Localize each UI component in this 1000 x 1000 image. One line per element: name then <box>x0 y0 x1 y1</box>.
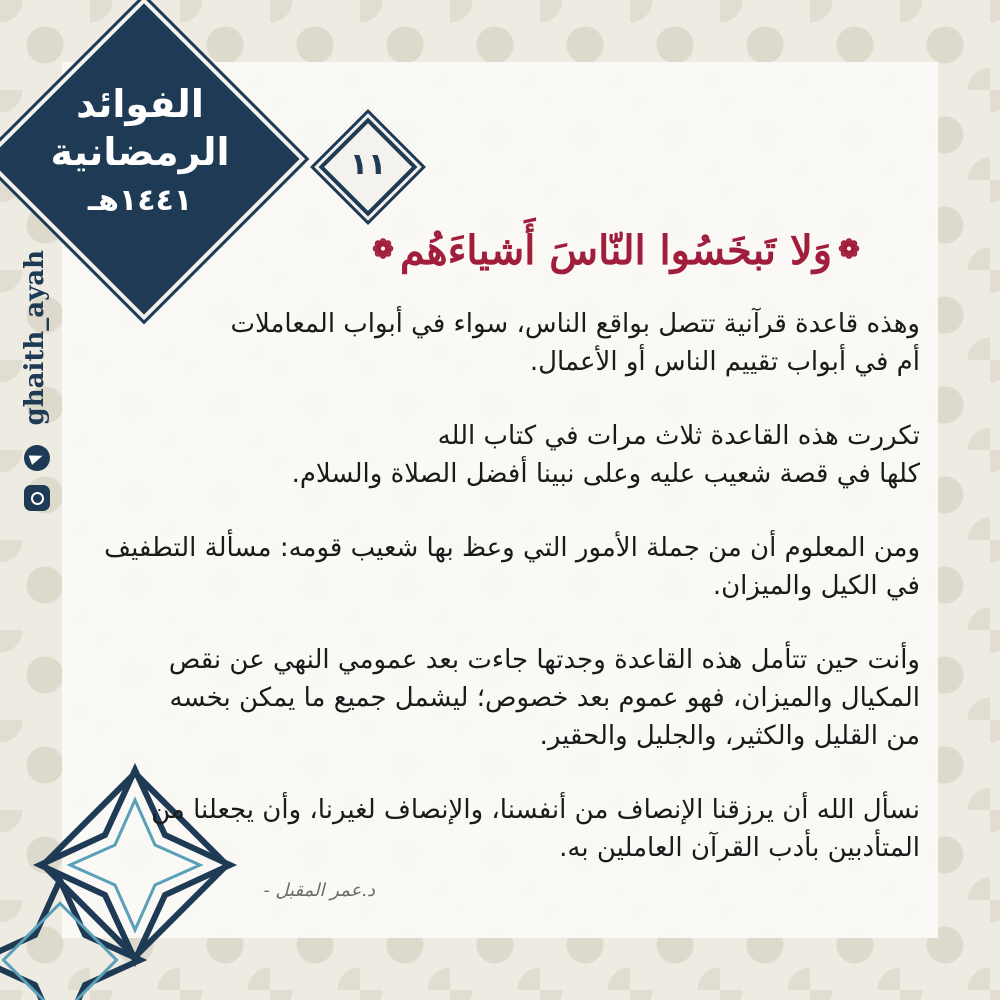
verse-ornament-right-icon: ❁ <box>838 235 860 265</box>
episode-number: ١١ <box>349 147 387 182</box>
author-signature: د.عمر المقبل - <box>263 880 375 901</box>
paragraph-line: المكيال والميزان، فهو عموم بعد خصوص؛ ليشمل جميع ما يمكن بخسه <box>169 683 920 713</box>
paragraph-line: نسأل الله أن يرزقنا الإنصاف من أنفسنا، والإنصاف لغيرنا، وأن يجعلنا من <box>151 795 920 825</box>
paragraph-line: في الكيل والميزان. <box>712 571 920 601</box>
paragraph <box>60 641 920 755</box>
badge-year: ١٤٤١هـ <box>87 183 193 218</box>
paragraph-line: المتأدبين بأدب القرآن العاملين به. <box>559 833 920 863</box>
paragraph-line: وأنت حين تتأمل هذه القاعدة وجدتها جاءت بعد عمومي النهي عن نقص <box>168 645 920 675</box>
paragraph <box>60 791 920 867</box>
verse-title-text: وَلا تَبخَسُوا النّاسَ أَشياءَهُم <box>399 226 833 274</box>
paragraph <box>60 529 920 605</box>
paragraph-line: ومن المعلوم أن من جملة الأمور التي وعظ بها شعيب قومه: مسألة التطفيف <box>104 533 920 563</box>
instagram-icon[interactable] <box>24 485 50 511</box>
badge-title-line2: الرمضانية <box>50 130 230 174</box>
paragraph-line: تكررت هذه القاعدة ثلاث مرات في كتاب الله <box>437 421 920 451</box>
verse-ornament-left-icon: ❁ <box>372 235 394 265</box>
body-text <box>60 305 920 903</box>
paragraph <box>60 417 920 493</box>
telegram-icon[interactable] <box>24 445 50 471</box>
social-handle[interactable]: ghaith_ayah <box>20 250 50 426</box>
paragraph-line: من القليل والكثير، والجليل والحقير. <box>539 721 920 751</box>
badge-text <box>40 80 240 222</box>
paragraph-line: وهذه قاعدة قرآنية تتصل بواقع الناس، سواء في أبواب المعاملات <box>230 309 920 339</box>
paragraph-line: أم في أبواب تقييم الناس أو الأعمال. <box>529 347 920 377</box>
badge-title-line1: الفوائد <box>76 82 204 126</box>
paragraph <box>60 305 920 381</box>
social-sidebar <box>14 240 58 530</box>
verse-title <box>310 215 922 285</box>
paragraph-line: كلها في قصة شعيب عليه وعلى نبينا أفضل الصلاة والسلام. <box>291 459 920 489</box>
